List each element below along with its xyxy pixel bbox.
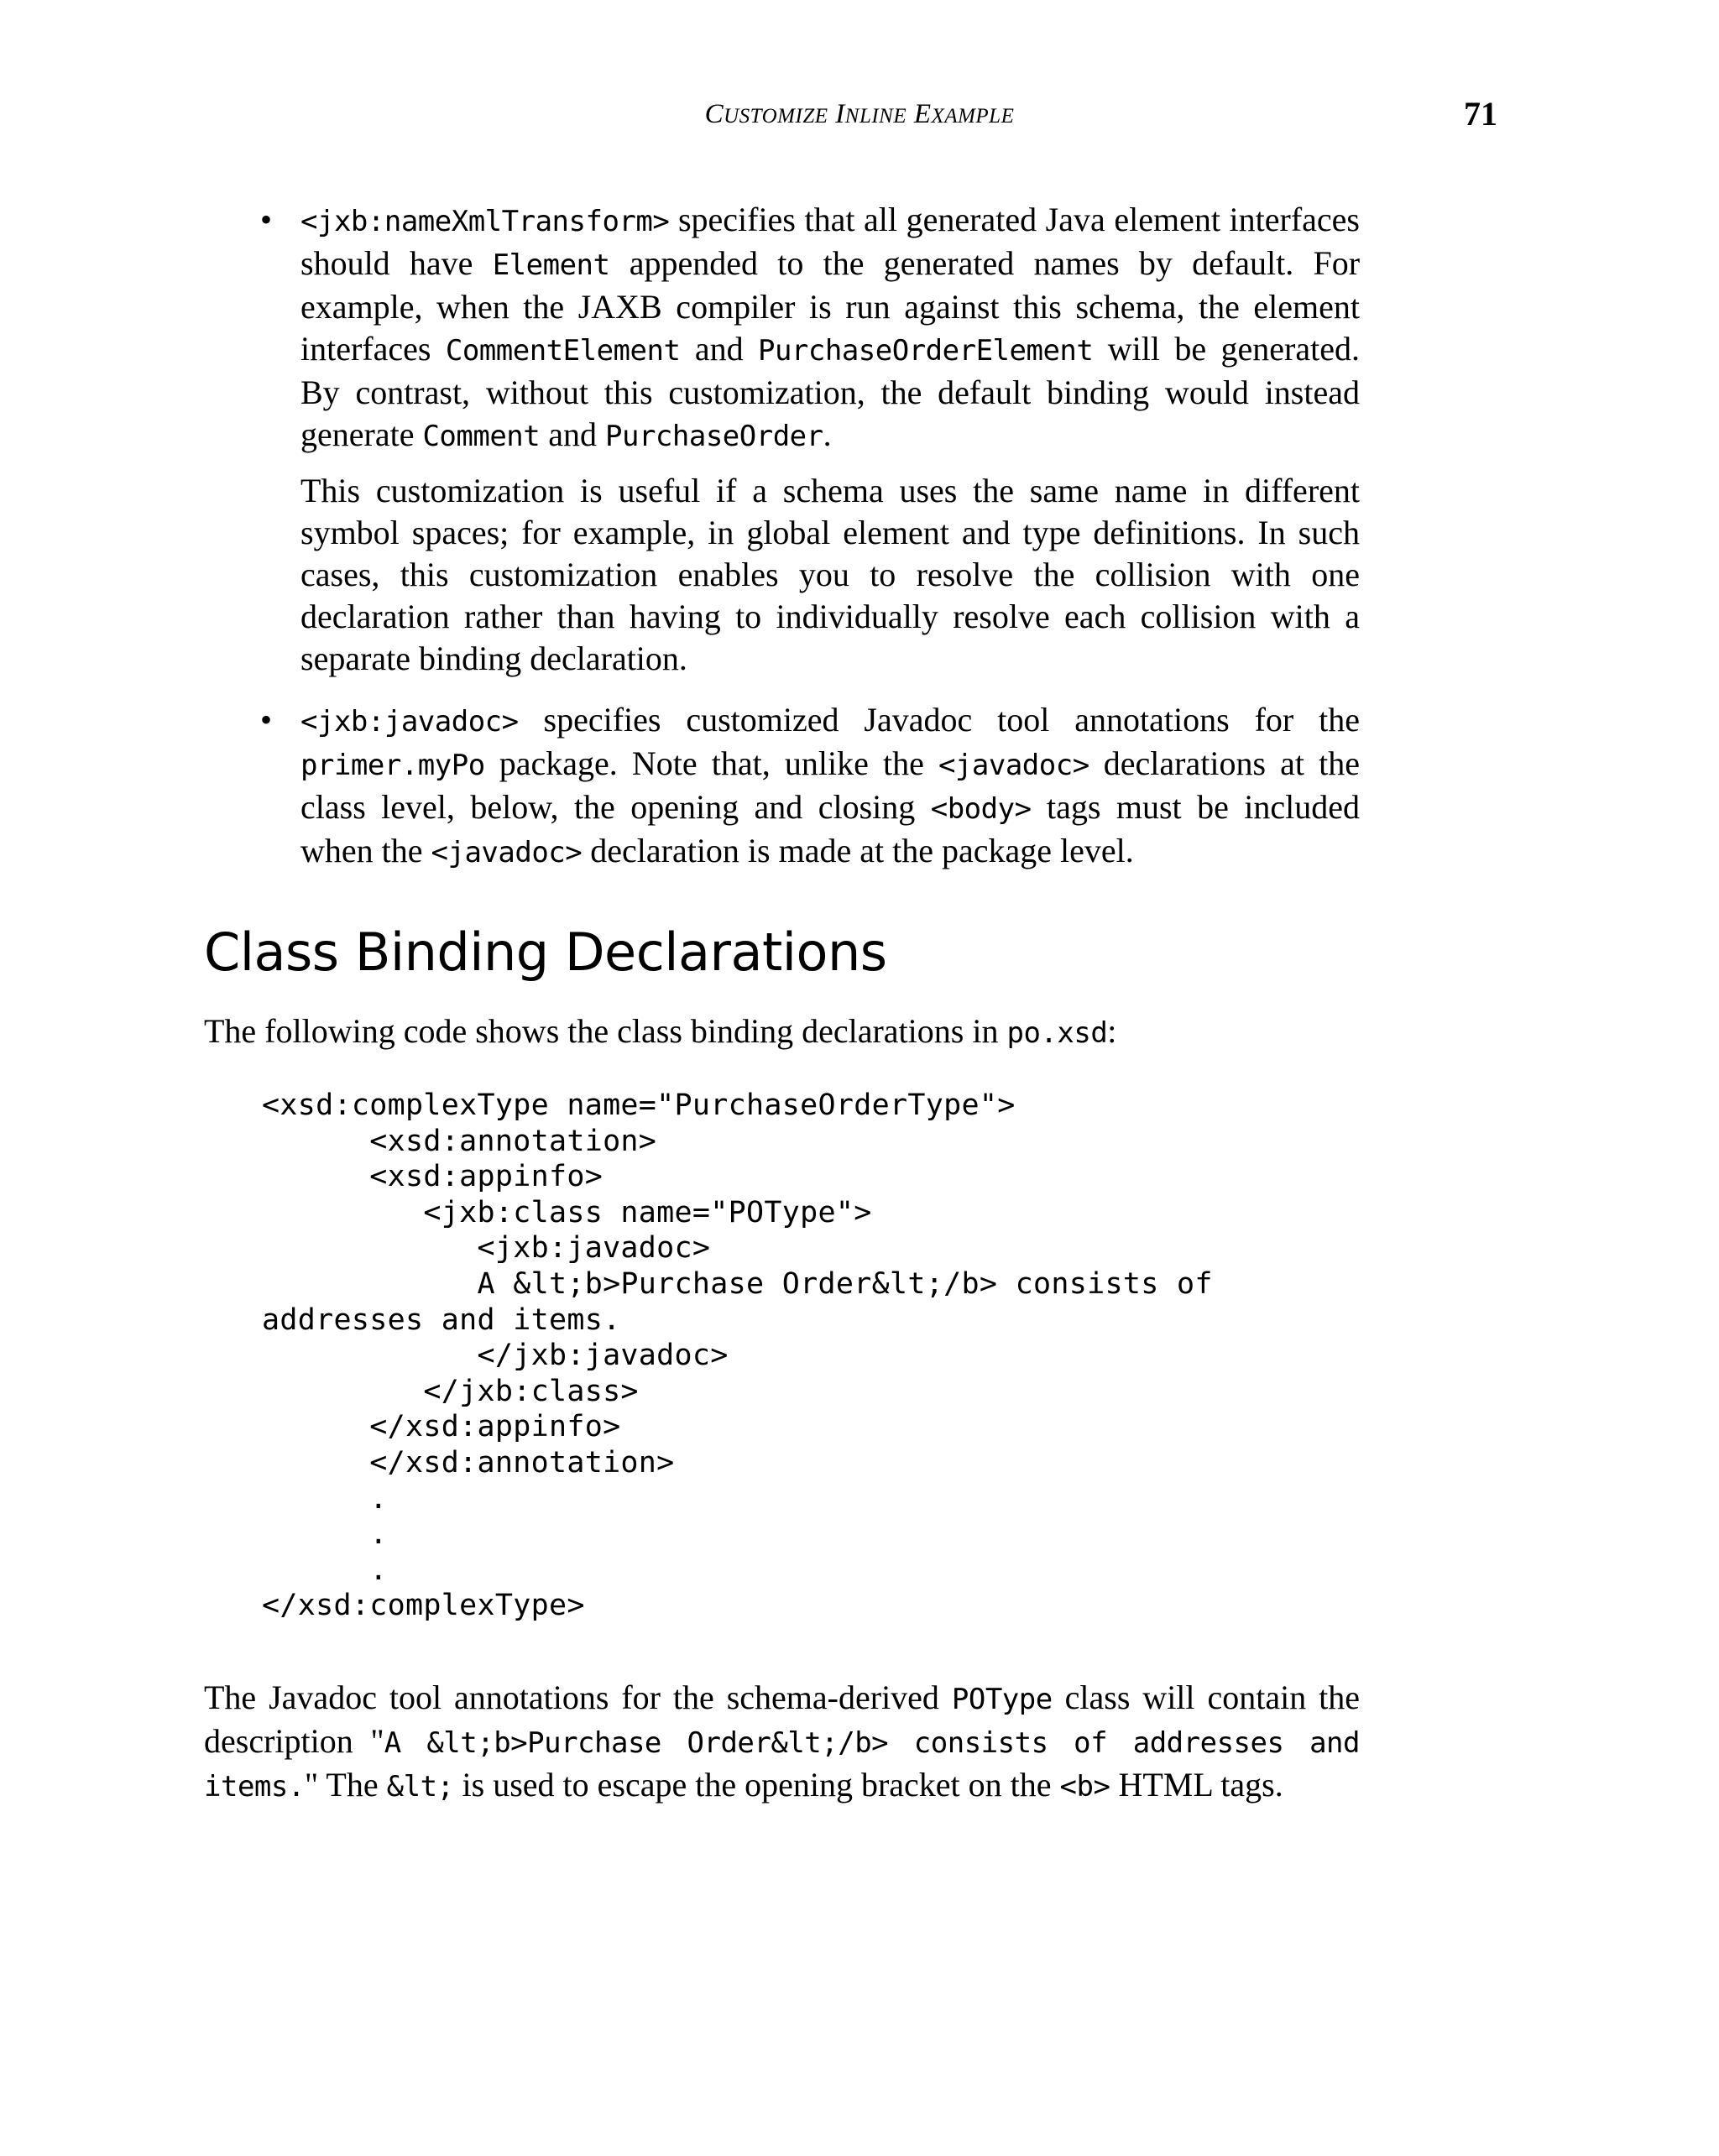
text-run: tags must be included when the [300,788,1360,869]
bullet-item-javadoc [300,699,1360,874]
text-run: appended to the generated names by default. For example, when the JAXB compiler is run against this schema, the element interfaces [300,244,1361,368]
text-run: The Javadoc tool annotations for the schema-derived [204,1678,952,1716]
running-title-word: CUSTOMIZE [704,99,828,129]
inline-code: <javadoc> [431,836,583,869]
bullet-dot-icon: • [260,201,273,238]
text-run: specifies that all generated Java element interfaces should have [300,201,1360,282]
text-run: specifies customized Javadoc tool annotations for the [518,701,1360,739]
inline-code: <jxb:javadoc> [300,705,519,739]
section-intro [204,1010,1360,1054]
text-run: will be generated. By contrast, without this customization, the default binding would instead generate [300,330,1360,453]
running-title-word: EXAMPLE [913,99,1015,129]
closing-paragraph [204,1677,1360,1808]
text-run: class will contain the description " [204,1678,1360,1760]
text-run: : [1107,1012,1117,1050]
inline-code: A &lt;b>Purchase Order&lt;/b> consists of addresses and items. [204,1726,1360,1804]
inline-code: primer.myPo [300,749,485,782]
inline-code: <javadoc> [938,749,1089,782]
inline-code: PurchaseOrder [605,420,823,453]
text-run: HTML tags. [1110,1766,1283,1804]
bullet-item-continuation: This customization is useful if a schema uses the same name in different symbol spaces; for example, in global element and type definitions. In such cases, this customization enables you to resolve the collision with one declaration rather than having to individually resolve each collision with a separate binding declaration. [300,472,1360,677]
text-run: declaration is made at the package level. [582,832,1134,869]
text-run: . [823,415,832,453]
section-heading: Class Binding Declarations [204,921,887,983]
inline-code: Comment [422,420,541,453]
bullet-dot-icon: • [260,701,273,739]
inline-code: po.xsd [1006,1016,1108,1050]
inline-code: PurchaseOrderElement [757,334,1094,368]
inline-code: <body> [930,792,1032,826]
page-number: 71 [1464,95,1497,133]
text-run: " The [304,1766,387,1804]
running-title-word: INLINE [835,99,907,129]
text-run: The following code shows the class binding declarations in [204,1012,1007,1050]
text-run: and [680,330,758,368]
inline-code: <b> [1059,1770,1110,1804]
bullet-item-name-xml-transform [300,199,1360,457]
inline-code: &lt; [386,1770,454,1804]
text-run: is used to escape the opening bracket on the [453,1766,1060,1804]
inline-code: <jxb:nameXmlTransform> [300,205,670,238]
inline-code: POType [951,1683,1053,1716]
inline-code: CommentElement [445,334,681,368]
text-run: declarations at the class level, below, the opening and closing [300,744,1360,826]
inline-code: Element [492,248,610,282]
text-run: package. Note that, unlike the [484,744,938,782]
text-run: and [540,415,606,453]
code-block: <xsd:complexType name="PurchaseOrderType"> <xsd:annotation> <xsd:appinfo> <jxb:class name="POType"> <jxb:javadoc> A &lt;b>Purchase Order&lt;/b> consists of addresses and items. </jxb:javadoc> </jxb:class> </xsd:appinfo> </xsd:annotation> . . . </xsd:complexType> [262,1088,1213,1623]
